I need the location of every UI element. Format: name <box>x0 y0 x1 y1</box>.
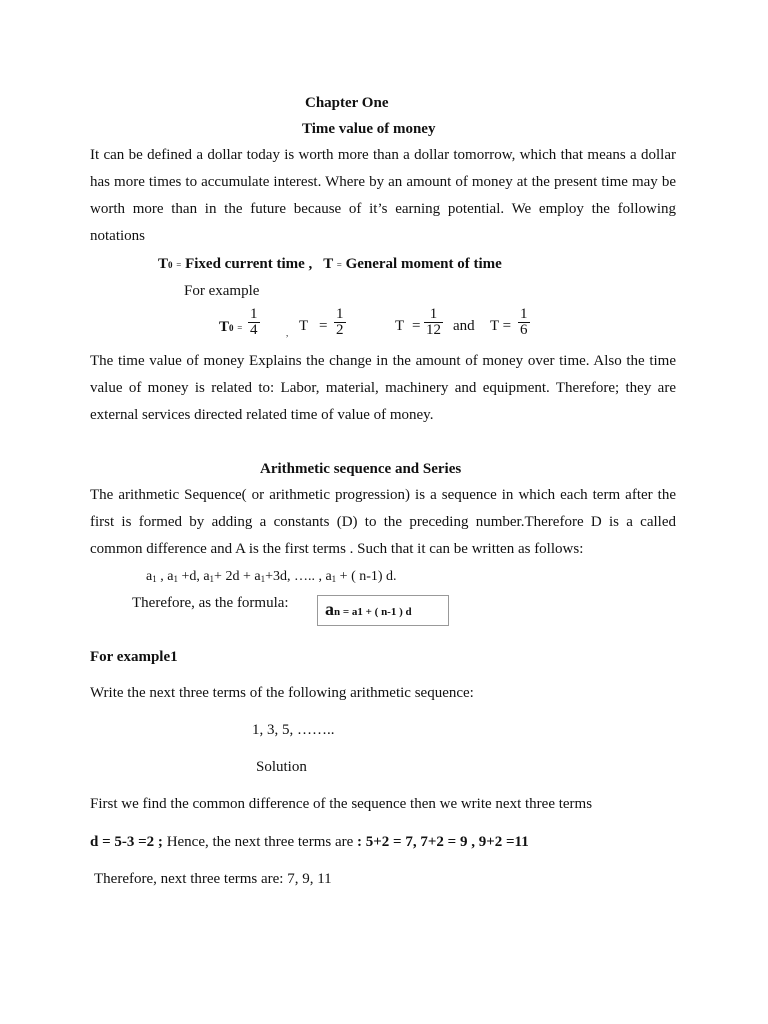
term-text: + ( n-1) d. <box>336 569 397 584</box>
d-formula: d = 5-3 =2 ; <box>90 834 163 850</box>
fraction-denominator: 12 <box>426 322 441 338</box>
equals-sign: = <box>237 323 243 333</box>
term-sub: 1 <box>209 574 215 584</box>
arithmetic-paragraph <box>90 482 676 563</box>
paragraph-line: The time value of money Explains the change in the amount of money over time. Also the time <box>90 353 676 369</box>
solution-text: First we find the common difference of the sequence then we write next three terms <box>90 796 593 812</box>
term-text: +3d, ….. , a <box>265 569 332 584</box>
next-terms-calc: : 5+2 = 7, 7+2 = 9 , 9+2 =11 <box>357 834 529 850</box>
example1-prompt: Write the next three terms of the following arithmetic sequence: <box>90 685 474 701</box>
notation-line <box>158 255 502 274</box>
paragraph-line: common difference and A is the first terms . Such that it can be written as follows: <box>90 541 584 557</box>
fraction-one-sixth <box>518 307 530 338</box>
intro-paragraph <box>90 142 676 250</box>
conclusion: Therefore, next three terms are: 7, 9, 11 <box>94 871 332 887</box>
time-value-paragraph <box>90 348 676 429</box>
t-symbol: T <box>323 256 333 272</box>
fraction-numerator: 1 <box>520 306 528 322</box>
t0-sub: 0 <box>168 260 173 270</box>
equals-sign: = <box>336 260 342 270</box>
section-title-arithmetic: Arithmetic sequence and Series <box>260 461 462 477</box>
fraction-one-half <box>334 307 346 338</box>
example-t0 <box>219 318 242 337</box>
fraction-numerator: 1 <box>250 306 258 322</box>
fraction-denominator: 2 <box>336 322 344 338</box>
term-sub: 1 <box>173 574 178 584</box>
paragraph-line: external services directed related time of value of money. <box>90 407 434 423</box>
d-calculation-line <box>90 833 529 851</box>
term-text: + 2d + a <box>214 569 261 584</box>
equals-sign: = <box>412 318 421 334</box>
paragraph-line: value of money is related to: Labor, material, machinery and equipment. Therefore; they are <box>90 380 676 396</box>
formula-rest: n = a1 + ( n-1 ) d <box>334 606 412 618</box>
solution-label: Solution <box>256 759 307 775</box>
term-text: , a <box>156 569 174 584</box>
intro-line: It can be defined a dollar today is worth more than a dollar tomorrow, which that means a dollar <box>90 147 676 163</box>
fraction-one-quarter <box>248 307 260 338</box>
term-sub: 1 <box>260 574 266 584</box>
t-label: T <box>299 318 309 334</box>
term-sub: 1 <box>152 574 157 584</box>
t0-symbol: T <box>158 256 169 272</box>
example1-title: For example1 <box>90 649 178 665</box>
paragraph-line: The arithmetic Sequence( or arithmetic progression) is a sequence in which each term after the <box>90 487 676 503</box>
intro-line: worth more than in the future because of it’s earning potential. We employ the following <box>90 201 676 217</box>
fraction-one-twelfth <box>424 307 443 338</box>
term-sub: 1 <box>331 574 337 584</box>
paragraph-line: first is formed by adding a constants (D) to the preceding number.Therefore D is a called <box>90 514 676 530</box>
t0-label: T <box>219 319 230 335</box>
t-label: T <box>395 318 405 334</box>
fraction-numerator: 1 <box>336 306 344 322</box>
t-description: General moment of time <box>345 256 502 272</box>
section-title-time-value: Time value of money <box>302 121 436 137</box>
sequence-terms <box>146 568 397 586</box>
and-word: and <box>453 318 475 334</box>
term-text: a <box>146 569 153 584</box>
formula-box <box>317 595 449 626</box>
formula-intro: Therefore, as the formula: <box>132 595 289 611</box>
t-label: T = <box>490 318 512 334</box>
example1-sequence: 1, 3, 5, …….. <box>252 722 335 738</box>
formula-a: a <box>325 599 334 619</box>
d-hence-text: Hence, the next three terms are <box>162 834 358 850</box>
chapter-title: Chapter One <box>305 95 389 111</box>
fraction-denominator: 6 <box>520 322 528 338</box>
equals-sign: = <box>319 318 328 334</box>
comma-separator: , <box>286 328 289 338</box>
for-example-label: For example <box>184 283 260 299</box>
fraction-numerator: 1 <box>424 307 443 323</box>
fraction-denominator: 4 <box>250 322 258 338</box>
formula <box>325 600 412 621</box>
t0-description: Fixed current time , <box>185 256 313 272</box>
t0-label-sub: 0 <box>229 323 234 333</box>
intro-line: notations <box>90 228 145 244</box>
equals-sign: = <box>176 260 182 270</box>
intro-line: has more times to accumulate interest. Where by an amount of money at the present time may be <box>90 174 676 190</box>
term-text: +d, a <box>177 569 210 584</box>
